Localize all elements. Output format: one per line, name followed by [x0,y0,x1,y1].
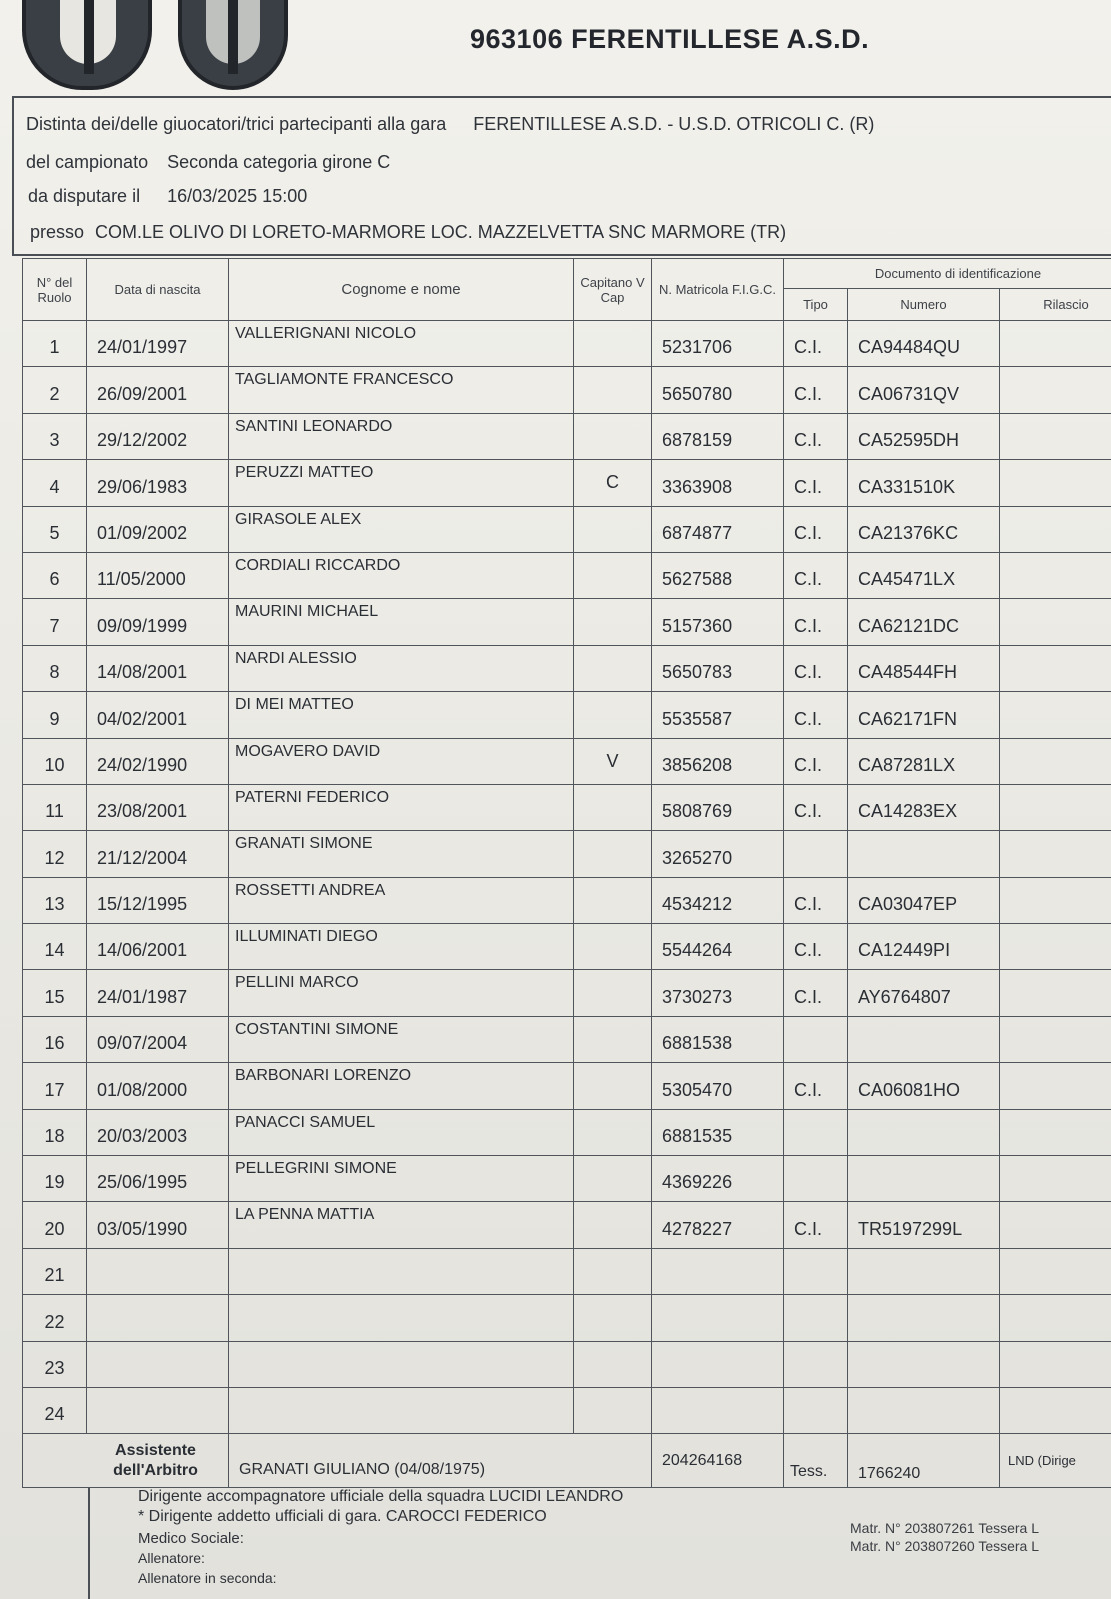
player-doc-rilascio [1000,552,1111,598]
player-doc-type: C.I. [784,599,848,645]
player-name: VALLERIGNANI NICOLO [229,321,574,367]
player-captain [574,1202,652,1248]
player-row [23,552,1111,598]
player-number: 21 [23,1248,87,1294]
player-doc-type: C.I. [784,367,848,413]
player-doc-type [784,1341,848,1387]
col-header-matricola: N. Matricola F.I.G.C. [652,259,784,321]
player-doc-rilascio [1000,321,1111,367]
player-doc-rilascio [1000,1109,1111,1155]
player-name: GRANATI SIMONE [229,831,574,877]
player-name: PELLEGRINI SIMONE [229,1156,574,1202]
player-captain [574,321,652,367]
player-row [23,1156,1111,1202]
player-number: 10 [23,738,87,784]
match-header [12,96,1111,256]
player-captain [574,1295,652,1341]
player-doc-number: CA331510K [848,460,1000,506]
player-captain [574,1109,652,1155]
player-birthdate [87,1295,229,1341]
player-row [23,1387,1111,1433]
player-matricola: 5231706 [652,321,784,367]
allenatore: Allenatore: [138,1550,205,1566]
col-header-numero: Numero [848,289,1000,321]
player-row [23,784,1111,830]
player-number: 8 [23,645,87,691]
dirigente-addetto: * Dirigente addetto ufficiali di gara. CAROCCI FEDERICO [138,1508,547,1525]
distinta-line [26,114,874,135]
player-matricola: 3730273 [652,970,784,1016]
player-doc-number: CA62171FN [848,692,1000,738]
dirigente-accompagnatore: Dirigente accompagnatore ufficiale della squadra LUCIDI LEANDRO [138,1488,624,1505]
player-number: 12 [23,831,87,877]
player-doc-type: C.I. [784,970,848,1016]
player-matricola: 5650780 [652,367,784,413]
player-matricola: 3856208 [652,738,784,784]
player-number: 22 [23,1295,87,1341]
player-captain [574,413,652,459]
player-name: PERUZZI MATTEO [229,460,574,506]
player-doc-type [784,1387,848,1433]
player-matricola: 5808769 [652,784,784,830]
player-birthdate [87,1387,229,1433]
player-doc-type: C.I. [784,924,848,970]
players-table [22,258,1111,1488]
player-number: 16 [23,1016,87,1062]
date-label: da disputare il [28,186,141,206]
officials-footer [88,1488,1111,1599]
allenatore-seconda: Allenatore in seconda: [138,1570,277,1586]
campionato-label: del campionato [26,152,149,172]
player-birthdate: 14/06/2001 [87,924,229,970]
player-matricola: 5627588 [652,552,784,598]
player-birthdate: 24/01/1987 [87,970,229,1016]
player-row [23,367,1111,413]
player-doc-rilascio [1000,784,1111,830]
player-number: 11 [23,784,87,830]
player-matricola: 6881538 [652,1016,784,1062]
player-name: SANTINI LEONARDO [229,413,574,459]
player-doc-type: C.I. [784,413,848,459]
player-name: MOGAVERO DAVID [229,738,574,784]
player-birthdate [87,1248,229,1294]
player-number: 3 [23,413,87,459]
player-doc-number [848,1341,1000,1387]
match-teams: FERENTILLESE A.S.D. - U.S.D. OTRICOLI C. (R) [473,114,875,134]
player-name [229,1295,574,1341]
player-number: 19 [23,1156,87,1202]
col-header-nome: Cognome e nome [229,259,574,321]
player-row [23,645,1111,691]
player-number: 4 [23,460,87,506]
player-doc-rilascio [1000,924,1111,970]
player-number: 18 [23,1109,87,1155]
player-captain [574,1156,652,1202]
assistant-name: GRANATI GIULIANO (04/08/1975) [229,1434,652,1488]
player-doc-number: CA06731QV [848,367,1000,413]
player-doc-type: C.I. [784,460,848,506]
player-row [23,321,1111,367]
player-doc-rilascio [1000,1387,1111,1433]
player-captain [574,552,652,598]
player-name: PANACCI SAMUEL [229,1109,574,1155]
federation-crest-logo [178,0,288,90]
player-row [23,831,1111,877]
player-matricola: 4369226 [652,1156,784,1202]
player-birthdate: 20/03/2003 [87,1109,229,1155]
player-captain [574,599,652,645]
player-captain: V [574,738,652,784]
player-matricola: 6874877 [652,506,784,552]
player-number: 7 [23,599,87,645]
player-number: 23 [23,1341,87,1387]
player-number: 17 [23,1063,87,1109]
player-doc-type: C.I. [784,552,848,598]
player-doc-number: CA06081HO [848,1063,1000,1109]
player-doc-number: CA48544FH [848,645,1000,691]
player-doc-rilascio [1000,1295,1111,1341]
player-matricola [652,1341,784,1387]
player-doc-type: C.I. [784,877,848,923]
player-number: 6 [23,552,87,598]
player-doc-number: CA12449PI [848,924,1000,970]
player-number: 1 [23,321,87,367]
player-doc-number [848,1156,1000,1202]
player-name: BARBONARI LORENZO [229,1063,574,1109]
player-birthdate: 24/02/1990 [87,738,229,784]
col-header-capitano: Capitano V Cap [574,259,652,321]
player-doc-rilascio [1000,506,1111,552]
player-captain [574,1248,652,1294]
player-doc-rilascio [1000,738,1111,784]
campionato-line [26,152,390,173]
player-row [23,970,1111,1016]
player-doc-number [848,1248,1000,1294]
player-number: 15 [23,970,87,1016]
matricola-1: Matr. N° 203807261 Tessera L [850,1520,1040,1536]
player-captain [574,924,652,970]
player-doc-rilascio [1000,460,1111,506]
player-captain [574,1387,652,1433]
player-birthdate: 03/05/1990 [87,1202,229,1248]
club-title: 963106 FERENTILLESE A.S.D. [470,24,870,54]
player-name: CORDIALI RICCARDO [229,552,574,598]
player-row [23,1016,1111,1062]
player-matricola: 5157360 [652,599,784,645]
player-captain [574,1063,652,1109]
player-doc-number: AY6764807 [848,970,1000,1016]
player-matricola: 5650783 [652,645,784,691]
player-birthdate: 01/08/2000 [87,1063,229,1109]
player-doc-number [848,1109,1000,1155]
player-birthdate: 29/12/2002 [87,413,229,459]
player-birthdate [87,1341,229,1387]
player-name: GIRASOLE ALEX [229,506,574,552]
player-matricola: 5305470 [652,1063,784,1109]
player-birthdate: 25/06/1995 [87,1156,229,1202]
player-row [23,460,1111,506]
medico-sociale: Medico Sociale: [138,1530,244,1547]
player-doc-rilascio [1000,1016,1111,1062]
player-doc-type: C.I. [784,321,848,367]
player-doc-type: C.I. [784,506,848,552]
col-header-rilascio: Rilascio [1000,289,1111,321]
col-header-documento: Documento di identificazione [784,259,1111,289]
player-name: MAURINI MICHAEL [229,599,574,645]
player-number: 20 [23,1202,87,1248]
player-captain [574,506,652,552]
player-doc-type [784,1295,848,1341]
player-birthdate: 26/09/2001 [87,367,229,413]
player-name: PELLINI MARCO [229,970,574,1016]
player-matricola: 5544264 [652,924,784,970]
player-birthdate: 11/05/2000 [87,552,229,598]
match-date: 16/03/2025 15:00 [167,186,308,206]
assistant-tessera: 1766240 [848,1434,1000,1488]
player-birthdate: 15/12/1995 [87,877,229,923]
assistant-tess-label: Tess. [784,1434,848,1488]
player-doc-number: CA52595DH [848,413,1000,459]
campionato-value: Seconda categoria girone C [167,152,391,172]
player-doc-type [784,1156,848,1202]
player-row [23,692,1111,738]
player-doc-rilascio [1000,970,1111,1016]
player-birthdate: 01/09/2002 [87,506,229,552]
player-doc-type [784,1016,848,1062]
player-matricola: 5535587 [652,692,784,738]
player-doc-type: C.I. [784,784,848,830]
player-name: COSTANTINI SIMONE [229,1016,574,1062]
player-birthdate: 09/09/1999 [87,599,229,645]
player-doc-rilascio [1000,831,1111,877]
player-number: 5 [23,506,87,552]
player-doc-number [848,1295,1000,1341]
player-captain [574,367,652,413]
player-doc-type: C.I. [784,692,848,738]
player-captain: C [574,460,652,506]
player-captain [574,645,652,691]
club-crest-logo [22,0,152,90]
player-name [229,1341,574,1387]
player-doc-number [848,831,1000,877]
player-doc-rilascio [1000,1202,1111,1248]
player-name: ILLUMINATI DIEGO [229,924,574,970]
player-doc-type: C.I. [784,1202,848,1248]
player-doc-number: TR5197299L [848,1202,1000,1248]
player-name: NARDI ALESSIO [229,645,574,691]
player-captain [574,1341,652,1387]
player-doc-rilascio [1000,1341,1111,1387]
player-number: 24 [23,1387,87,1433]
col-header-nascita: Data di nascita [87,259,229,321]
player-name [229,1248,574,1294]
player-number: 2 [23,367,87,413]
player-doc-rilascio [1000,877,1111,923]
player-doc-number: CA94484QU [848,321,1000,367]
player-birthdate: 09/07/2004 [87,1016,229,1062]
player-number: 14 [23,924,87,970]
player-name: TAGLIAMONTE FRANCESCO [229,367,574,413]
player-captain [574,784,652,830]
player-row [23,1295,1111,1341]
player-number: 9 [23,692,87,738]
player-doc-rilascio [1000,692,1111,738]
player-doc-rilascio [1000,413,1111,459]
player-birthdate: 29/06/1983 [87,460,229,506]
matricola-2: Matr. N° 203807260 Tessera L [850,1538,1040,1554]
assistant-matricola: 204264168 [652,1434,784,1488]
player-doc-number: CA87281LX [848,738,1000,784]
player-matricola: 4278227 [652,1202,784,1248]
player-birthdate: 21/12/2004 [87,831,229,877]
player-birthdate: 14/08/2001 [87,645,229,691]
player-doc-rilascio [1000,1248,1111,1294]
player-row [23,1109,1111,1155]
player-row [23,877,1111,923]
player-matricola [652,1387,784,1433]
player-birthdate: 23/08/2001 [87,784,229,830]
player-doc-type [784,1248,848,1294]
venue-value: COM.LE OLIVO DI LORETO-MARMORE LOC. MAZZELVETTA SNC MARMORE (TR) [95,222,787,242]
player-doc-number: CA14283EX [848,784,1000,830]
date-line [28,186,307,207]
player-row [23,1202,1111,1248]
player-doc-type [784,831,848,877]
assistant-lnd: LND (Dirige [1000,1434,1111,1488]
player-doc-rilascio [1000,1156,1111,1202]
player-matricola: 3265270 [652,831,784,877]
player-captain [574,692,652,738]
assistant-referee-row [23,1434,1111,1488]
player-doc-type [784,1109,848,1155]
col-header-tipo: Tipo [784,289,848,321]
player-row [23,599,1111,645]
venue-line [30,222,786,243]
player-captain [574,831,652,877]
player-captain [574,877,652,923]
player-row [23,413,1111,459]
player-birthdate: 24/01/1997 [87,321,229,367]
venue-label: presso [30,222,85,242]
player-matricola [652,1248,784,1294]
player-matricola: 6881535 [652,1109,784,1155]
player-doc-number: CA45471LX [848,552,1000,598]
player-doc-number [848,1016,1000,1062]
player-row [23,1341,1111,1387]
col-header-ruolo: N° del Ruolo [23,259,87,321]
player-doc-type: C.I. [784,738,848,784]
player-birthdate: 04/02/2001 [87,692,229,738]
player-matricola: 3363908 [652,460,784,506]
player-name [229,1387,574,1433]
player-doc-rilascio [1000,645,1111,691]
player-name: ROSSETTI ANDREA [229,877,574,923]
player-doc-rilascio [1000,367,1111,413]
player-row [23,924,1111,970]
player-matricola: 4534212 [652,877,784,923]
player-matricola: 6878159 [652,413,784,459]
player-doc-number: CA62121DC [848,599,1000,645]
player-doc-type: C.I. [784,1063,848,1109]
player-doc-rilascio [1000,599,1111,645]
player-captain [574,1016,652,1062]
player-row [23,1248,1111,1294]
player-doc-number: CA21376KC [848,506,1000,552]
player-name: LA PENNA MATTIA [229,1202,574,1248]
player-row [23,1063,1111,1109]
player-doc-number [848,1387,1000,1433]
player-doc-number: CA03047EP [848,877,1000,923]
player-name: PATERNI FEDERICO [229,784,574,830]
player-matricola [652,1295,784,1341]
distinta-label: Distinta dei/delle giuocatori/trici partecipanti alla gara [26,114,447,134]
player-name: DI MEI MATTEO [229,692,574,738]
player-doc-rilascio [1000,1063,1111,1109]
assistant-label: Assistente dell'Arbitro [23,1434,229,1488]
player-row [23,738,1111,784]
player-doc-type: C.I. [784,645,848,691]
player-number: 13 [23,877,87,923]
player-row [23,506,1111,552]
player-captain [574,970,652,1016]
